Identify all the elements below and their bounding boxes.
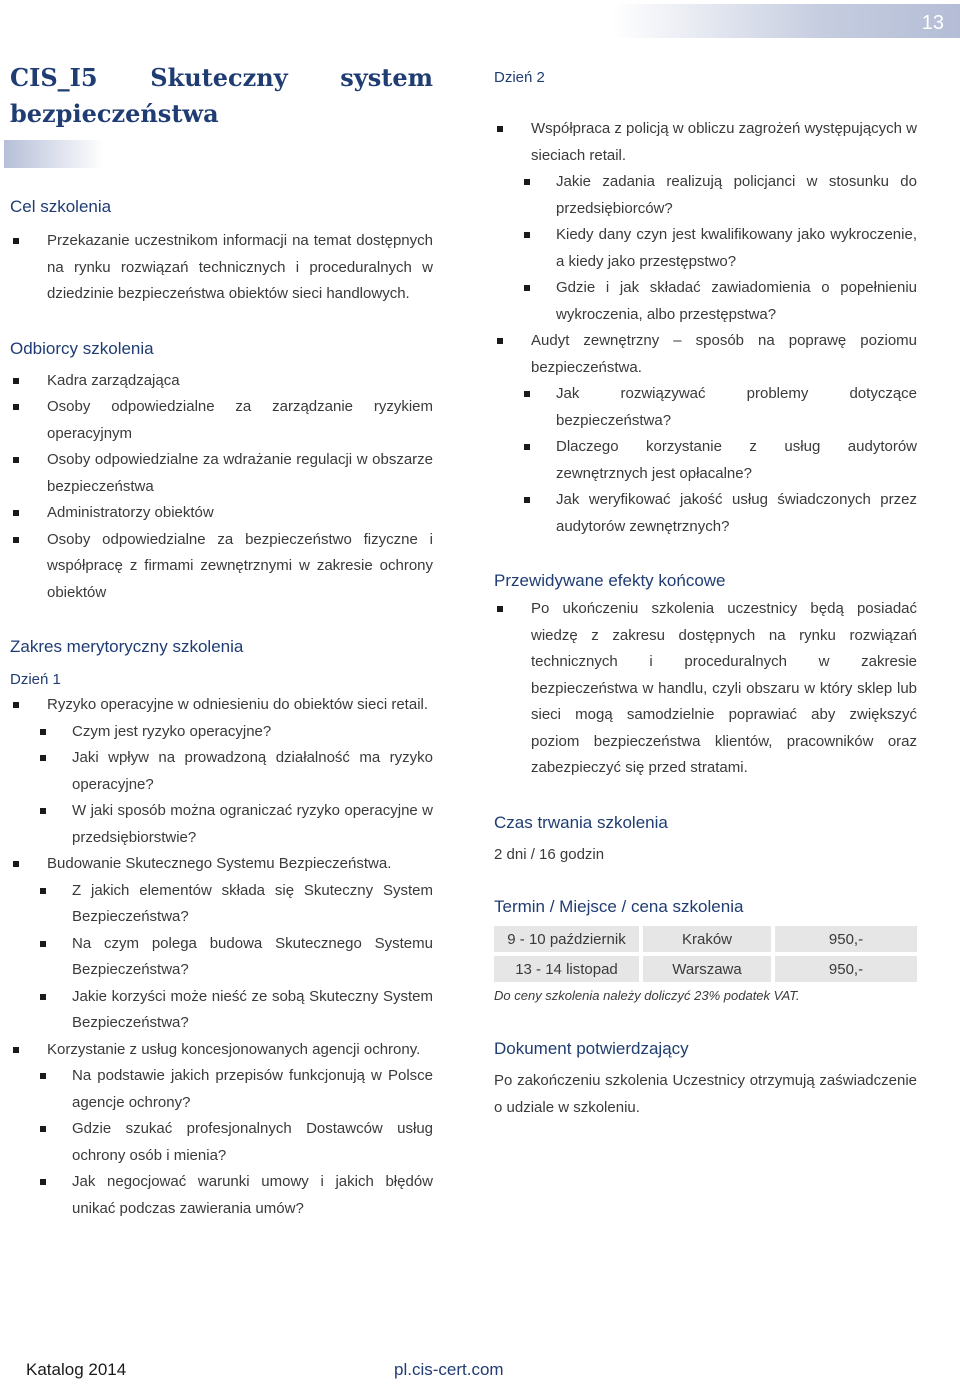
catalog-label: Katalog 2014 <box>26 1360 127 1379</box>
goal-heading: Cel szkolenia <box>10 197 112 216</box>
day1-subtopic: Jaki wpływ na prowadzoną działalność ma ryzyko operacyjne? <box>10 745 433 798</box>
schedule-row <box>494 956 917 982</box>
schedule-date: 13 - 14 listopad <box>494 956 639 982</box>
day1-topic: Budowanie Skutecznego Systemu Bezpieczeństwa. <box>10 851 433 878</box>
day1-topic-list <box>10 692 433 719</box>
day1-subtopic: Na czym polega budowa Skutecznego Systemu Bezpieczeństwa? <box>10 931 433 984</box>
day1-subtopic: Na podstawie jakich przepisów funkcjonują w Polsce agencje ochrony? <box>10 1063 433 1116</box>
day2-subtopic-list <box>494 169 917 328</box>
day1-subtopic-list <box>10 719 433 852</box>
title-line-2: bezpieczeństwa <box>10 99 219 128</box>
course-title <box>10 60 433 132</box>
day1-subtopic-list <box>10 878 433 1037</box>
day2-topic: Audyt zewnętrzny – sposób na poprawę poziomu bezpieczeństwa. <box>494 328 917 381</box>
day1-subtopic: Jak negocjować warunki umowy i jakich błędów unikać podczas zawierania umów? <box>10 1169 433 1222</box>
schedule-heading: Termin / Miejsce / cena szkolenia <box>494 897 744 916</box>
schedule-date: 9 - 10 październik <box>494 926 639 952</box>
day2-heading: Dzień 2 <box>494 69 545 86</box>
effects-heading: Przewidywane efekty końcowe <box>494 571 726 590</box>
schedule-row <box>494 926 917 952</box>
scope-heading: Zakres merytoryczny szkolenia <box>10 637 244 656</box>
title-decoration-bar <box>4 140 104 168</box>
duration-heading: Czas trwania szkolenia <box>494 812 668 832</box>
audience-item: Administratorzy obiektów <box>10 500 433 527</box>
day1-topic-list <box>10 1037 433 1064</box>
day2-topic-list <box>494 116 917 169</box>
duration-value: 2 dni / 16 godzin <box>494 845 605 863</box>
schedule-location: Warszawa <box>643 956 771 982</box>
day1-subtopic: Jakie korzyści może nieść ze sobą Skuteczny System Bezpieczeństwa? <box>10 984 433 1037</box>
day2-subtopic: Jakie zadania realizują policjanci w stosunku do przedsiębiorców? <box>494 169 917 222</box>
schedule-table <box>490 922 921 986</box>
certificate-heading: Dokument potwierdzający <box>494 1039 689 1058</box>
goal-list <box>10 228 433 308</box>
audience-item: Osoby odpowiedzialne za bezpieczeństwo fizyczne i współpracę z firmami zewnętrznymi w zakresie ochrony obiektów <box>10 527 433 607</box>
day2-subtopic: Dlaczego korzystanie z usług audytorów zewnętrznych jest opłacalne? <box>494 434 917 487</box>
day1-heading: Dzień 1 <box>10 671 61 688</box>
day1-subtopic: Gdzie szukać profesjonalnych Dostawców usług ochrony osób i mienia? <box>10 1116 433 1169</box>
schedule-price: 950,- <box>775 956 917 982</box>
day2-subtopic-list <box>494 381 917 540</box>
goal-item: Przekazanie uczestnikom informacji na temat dostępnych na rynku rozwiązań technicznych i proceduralnych w dziedzinie bezpieczeństwa obiektów sieci handlowych. <box>10 228 433 308</box>
day1-topic-list <box>10 851 433 878</box>
audience-item: Kadra zarządzająca <box>10 368 433 395</box>
title-word-3: system <box>340 63 433 92</box>
certificate-text: Po zakończeniu szkolenia Uczestnicy otrzymują zaświadczenie o udziale w szkoleniu. <box>494 1072 917 1116</box>
day1-subtopic: Z jakich elementów składa się Skuteczny System Bezpieczeństwa? <box>10 878 433 931</box>
day1-subtopic: Czym jest ryzyko operacyjne? <box>10 719 433 746</box>
day2-subtopic: Gdzie i jak składać zawiadomienia o popełnieniu wykroczenia, albo przestępstwa? <box>494 275 917 328</box>
day1-subtopic: W jaki sposób można ograniczać ryzyko operacyjne w przedsiębiorstwie? <box>10 798 433 851</box>
left-column <box>10 60 433 1222</box>
website-link[interactable]: pl.cis-cert.com <box>394 1360 504 1379</box>
audience-item: Osoby odpowiedzialne za zarządzanie ryzykiem operacyjnym <box>10 394 433 447</box>
title-code: CIS_I5 <box>10 63 98 92</box>
effects-item: Po ukończeniu szkolenia uczestnicy będą posiadać wiedzę z zakresu dostępnych na rynku rozwiązań technicznych i proceduralnych w zakresie bezpieczeństwa w handlu, czyli obszaru w który sklep lub sieci mogą samodzielnie poprawiać aby zwiększyć poziom bezpieczeństwa klientów, pracowników oraz zabezpieczyć się przed stratami. <box>494 596 917 782</box>
day1-topic: Korzystanie z usług koncesjonowanych agencji ochrony. <box>10 1037 433 1064</box>
page-number-bar <box>612 4 960 38</box>
day2-topic: Współpraca z policją w obliczu zagrożeń występujących w sieciach retail. <box>494 116 917 169</box>
day2-subtopic: Kiedy dany czyn jest kwalifikowany jako wykroczenie, a kiedy jako przestępstwo? <box>494 222 917 275</box>
schedule-price: 950,- <box>775 926 917 952</box>
vat-note: Do ceny szkolenia należy doliczyć 23% podatek VAT. <box>494 988 800 1003</box>
page-number: 13 <box>921 12 944 34</box>
day1-subtopic-list <box>10 1063 433 1222</box>
right-column <box>494 60 917 1121</box>
effects-list <box>494 596 917 782</box>
audience-heading: Odbiorcy szkolenia <box>10 338 154 358</box>
schedule-location: Kraków <box>643 926 771 952</box>
day2-subtopic: Jak weryfikować jakość usług świadczonych przez audytorów zewnętrznych? <box>494 487 917 540</box>
title-word-2: Skuteczny <box>150 63 288 92</box>
day2-subtopic: Jak rozwiązywać problemy dotyczące bezpieczeństwa? <box>494 381 917 434</box>
day1-topic: Ryzyko operacyjne w odniesieniu do obiektów sieci retail. <box>10 692 433 719</box>
day2-topic-list <box>494 328 917 381</box>
audience-list <box>10 368 433 607</box>
audience-item: Osoby odpowiedzialne za wdrażanie regulacji w obszarze bezpieczeństwa <box>10 447 433 500</box>
